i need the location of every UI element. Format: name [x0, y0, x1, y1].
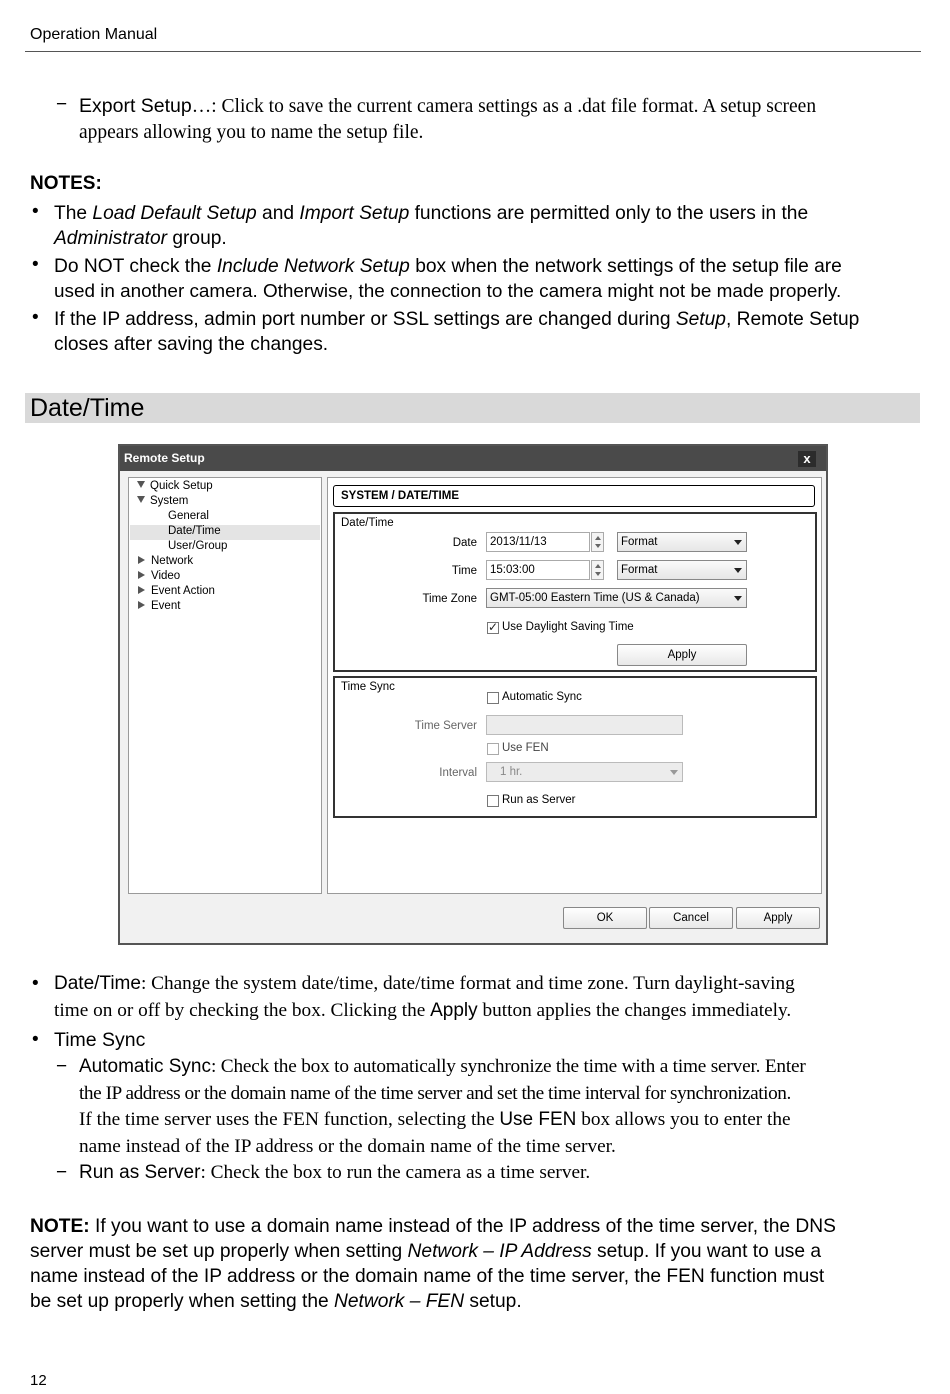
time-server-label: Time Server	[414, 720, 477, 732]
date-input[interactable]: 2013/11/13	[486, 532, 590, 552]
interval-select[interactable]	[486, 762, 683, 782]
bullet-marker: •	[32, 1029, 39, 1050]
note-italic: Include Network Setup	[216, 256, 410, 277]
use-fen-checkbox[interactable]	[487, 743, 499, 755]
tree-item-system[interactable]	[137, 495, 188, 507]
collapsed-arrow-icon	[138, 556, 145, 564]
tree-item-label: Event Action	[151, 585, 215, 597]
date-time-apply-button[interactable]: Apply	[617, 644, 747, 666]
automatic-sync-label: Automatic Sync	[502, 691, 582, 703]
date-format-select[interactable]	[617, 532, 747, 552]
select-value: GMT-05:00 Eastern Time (US & Canada)	[490, 592, 700, 604]
note-text: be set up properly when setting the	[30, 1291, 334, 1312]
note-text: and	[256, 203, 300, 224]
dash-marker: −	[56, 1162, 68, 1183]
section-bar	[25, 393, 920, 423]
desc-term: Apply	[430, 1000, 478, 1021]
tree-item-network[interactable]	[138, 555, 193, 567]
tree-selection-highlight	[130, 525, 320, 540]
desc-term: Run as Server	[79, 1162, 201, 1183]
date-label: Date	[452, 537, 477, 549]
settings-panel	[327, 477, 822, 894]
time-zone-select[interactable]	[486, 588, 747, 608]
tree-item-event-action[interactable]	[138, 585, 215, 597]
tree-item-label: Network	[151, 555, 194, 567]
automatic-sync-checkbox[interactable]	[487, 692, 499, 704]
note-1-line-2	[54, 226, 227, 251]
note-italic: Network – IP Address	[407, 1241, 592, 1262]
bottom-note-line-3: name instead of the IP address or the domain name of the time server, the FEN function must	[30, 1266, 825, 1287]
tree-item-event[interactable]	[138, 600, 180, 612]
running-header: Operation Manual	[30, 26, 158, 43]
select-value: 1 hr.	[500, 766, 523, 778]
note-text: If the IP address, admin port number or SSL settings are changed during	[54, 309, 676, 330]
auto-sync-desc-line-2: the IP address or the domain name of the time server and set the time interval for synchronization.	[79, 1083, 791, 1104]
page-number: 12	[30, 1372, 47, 1389]
note-text: , Remote Setup	[725, 309, 860, 330]
desc-text: time on or off by checking the box. Clicking the	[54, 1000, 431, 1021]
collapsed-arrow-icon	[138, 586, 145, 594]
dialog-title: Remote Setup	[124, 451, 205, 465]
cancel-button[interactable]: Cancel	[649, 907, 733, 929]
note-3-line-2: closes after saving the changes.	[54, 334, 329, 355]
note-italic: Setup	[675, 309, 726, 330]
notes-heading: NOTES:	[30, 173, 102, 194]
select-value: Format	[621, 536, 658, 548]
group-label: Time Sync	[341, 681, 395, 693]
tree-item-label: Quick Setup	[150, 480, 213, 492]
daylight-saving-checkbox[interactable]	[487, 622, 499, 634]
run-as-server-label: Run as Server	[502, 794, 576, 806]
desc-term: Automatic Sync	[79, 1056, 211, 1077]
note-text: The	[54, 203, 93, 224]
export-setup-line-1	[79, 93, 816, 120]
remote-setup-dialog	[118, 444, 828, 945]
tree-item-user-group[interactable]: User/Group	[168, 540, 228, 552]
desc-text: : Change the system date/time, date/time format and time zone. Turn daylight-saving	[140, 973, 795, 994]
desc-text: : Check the box to run the camera as a time server.	[200, 1162, 591, 1183]
desc-text: button applies the changes immediately.	[477, 1000, 792, 1021]
interval-label: Interval	[439, 767, 477, 779]
time-server-input[interactable]	[486, 715, 683, 735]
time-spinner[interactable]	[591, 560, 604, 580]
chevron-down-icon	[734, 568, 742, 573]
time-zone-label: Time Zone	[422, 593, 477, 605]
expanded-arrow-icon	[137, 496, 145, 503]
note-text: server must be set up properly when setting	[30, 1241, 408, 1262]
bullet-marker: •	[32, 307, 39, 328]
panel-heading-text: SYSTEM / DATE/TIME	[341, 490, 459, 502]
note-italic: Administrator	[54, 228, 168, 249]
time-sync-term: Time Sync	[54, 1029, 146, 1051]
desc-text: If the time server uses the FEN function, selecting the	[79, 1109, 500, 1130]
tree-item-date-time[interactable]: Date/Time	[168, 525, 221, 537]
note-2-line-1	[54, 254, 842, 279]
section-title: Date/Time	[30, 394, 145, 422]
panel-heading	[333, 485, 815, 507]
chevron-down-icon	[734, 596, 742, 601]
date-time-desc-line-1	[54, 971, 795, 997]
bullet-marker: •	[32, 973, 39, 994]
note-italic: Import Setup	[299, 203, 410, 224]
desc-text: box allows you to enter the	[576, 1109, 791, 1130]
collapsed-arrow-icon	[138, 571, 145, 579]
time-sync-group	[333, 676, 817, 818]
bottom-note-line-4	[30, 1289, 522, 1314]
export-setup-text-1: …: Click to save the current camera settings as a .dat file format. A setup screen	[191, 96, 817, 117]
date-time-group	[333, 512, 817, 672]
note-text: functions are permitted only to the users in the	[409, 203, 809, 224]
bottom-note-line-1	[30, 1214, 836, 1239]
chevron-down-icon	[734, 540, 742, 545]
desc-term: Use FEN	[499, 1109, 577, 1130]
note-text: box when the network settings of the setup file are	[409, 256, 842, 277]
tree-item-video[interactable]	[138, 570, 180, 582]
desc-term: Date/Time	[54, 973, 141, 994]
run-as-server-desc	[79, 1160, 590, 1186]
note-text: Do NOT check the	[54, 256, 217, 277]
note-italic: Load Default Setup	[92, 203, 257, 224]
tree-item-label: System	[150, 495, 189, 507]
dash-marker: −	[56, 1056, 68, 1077]
bottom-note-line-2	[30, 1239, 821, 1264]
header-rule	[25, 51, 921, 52]
bullet-marker: •	[32, 254, 39, 275]
tree-item-label: Video	[151, 570, 181, 582]
time-format-select[interactable]	[617, 560, 747, 580]
chevron-down-icon	[670, 770, 678, 775]
export-setup-line-2: appears allowing you to name the setup file.	[79, 122, 424, 143]
dash-marker: −	[56, 94, 68, 115]
tree-item-general[interactable]: General	[168, 510, 209, 522]
date-spinner[interactable]	[591, 532, 604, 552]
note-1-line-1	[54, 201, 808, 226]
date-time-desc-line-2	[54, 998, 791, 1024]
desc-text: : Check the box to automatically synchronize the time with a time server. Enter	[211, 1056, 806, 1077]
time-label: Time	[451, 565, 477, 577]
tree-item-quick-setup[interactable]	[137, 480, 213, 492]
note-italic: Network – FEN	[334, 1291, 465, 1312]
auto-sync-desc-line-4: name instead of the IP address or the domain name of the time server.	[79, 1136, 616, 1157]
note-2-line-2: used in another camera. Otherwise, the connection to the camera might not be made properly.	[54, 281, 842, 302]
close-icon[interactable]: x	[798, 451, 816, 467]
use-fen-label: Use FEN	[502, 742, 549, 754]
note-text: If you want to use a domain name instead of the IP address of the time server, the DNS	[89, 1216, 836, 1237]
run-as-server-checkbox[interactable]	[487, 795, 499, 807]
dialog-titlebar	[120, 446, 826, 471]
auto-sync-desc-line-3	[79, 1107, 791, 1133]
tree-item-label: Event	[151, 600, 181, 612]
note-text: setup. If you want to use a	[591, 1241, 822, 1262]
select-value: Format	[621, 564, 658, 576]
time-input[interactable]: 15:03:00	[486, 560, 590, 580]
daylight-saving-label: Use Daylight Saving Time	[502, 621, 634, 633]
expanded-arrow-icon	[137, 481, 145, 488]
note-text: setup.	[464, 1291, 522, 1312]
collapsed-arrow-icon	[138, 601, 145, 609]
group-label: Date/Time	[341, 517, 394, 529]
bullet-marker: •	[32, 201, 39, 222]
export-setup-term: Export Setup	[79, 95, 192, 117]
note-text: group.	[167, 228, 227, 249]
note-label: NOTE:	[30, 1216, 90, 1237]
ok-button[interactable]: OK	[563, 907, 647, 929]
apply-button[interactable]: Apply	[736, 907, 820, 929]
auto-sync-desc-line-1	[79, 1054, 806, 1080]
note-3-line-1	[54, 307, 859, 332]
settings-tree	[128, 477, 322, 894]
